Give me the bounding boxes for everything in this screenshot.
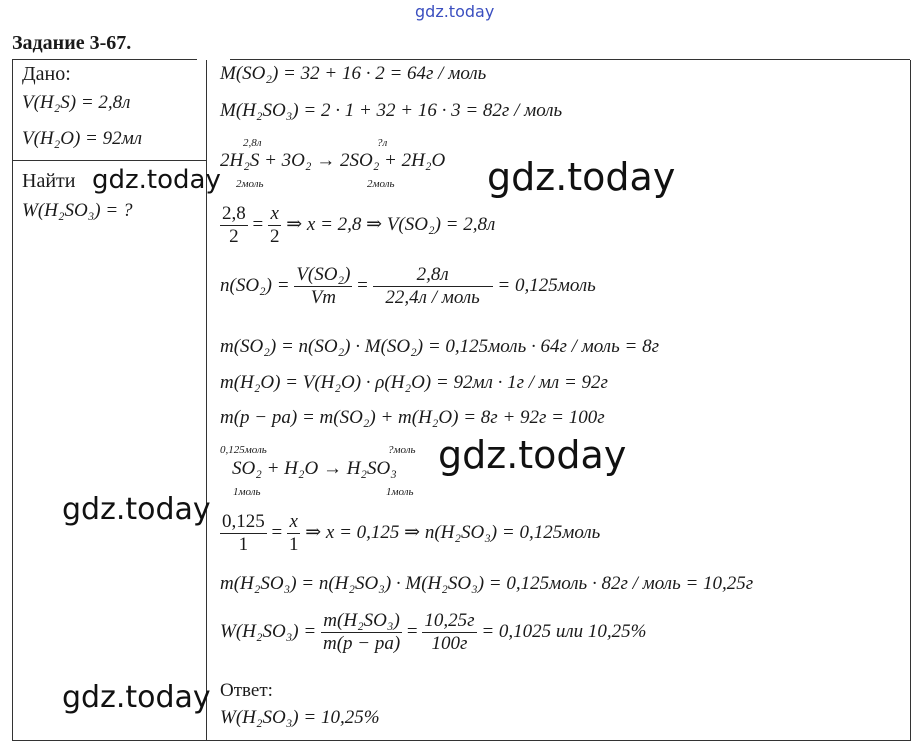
p1-rest: ⇒ x = 2,8 ⇒ V(SO₂) = 2,8л [286,213,496,235]
column-divider [206,60,207,740]
w-den1: m(p − pa) [322,633,401,654]
n-num2: 2,8л [373,264,493,287]
mass-solution: m(p − pa) = m(SO₂) + m(H₂O) = 8г + 92г = 100г [220,407,605,428]
find-line-1: W(H₂SO₃) = ? [22,200,133,221]
reaction1-below-right: 2моль [367,178,395,190]
reaction-2: SO₂ + H₂O → H₂SO₃ [232,458,397,479]
p1-den2: 2 [269,226,280,247]
given-find-divider [12,160,207,161]
p1-den1: 2 [229,226,239,247]
reaction2-above-left: 0,125моль [220,444,267,456]
p1-num1: 2,8 [222,203,246,224]
reaction-1: 2H₂S + 3O₂ → 2SO₂ + 2H₂O [220,150,446,171]
answer-label: Ответ: [220,680,273,701]
watermark-left-1: gdz.today [62,492,211,527]
w-num1: m(H₂SO₃) [321,610,402,633]
watermark-mid-2: gdz.today [438,433,627,477]
answer-value: W(H₂SO₃) = 10,25% [220,707,380,728]
mass-fraction: W(H₂SO₃) = $\frac{\text{m(H₂SO₃)}}{m(p - pa)}$ = $\frac{10,25г}{100г}$ = 0,1025 или 10,25% [220,610,647,654]
w-rest: = 0,1025 или 10,25% [481,620,647,642]
w-left: W(H₂SO₃) = [220,620,317,642]
reaction2-above-right: ?моль [388,444,416,456]
p2-den1: 1 [238,534,249,555]
molar-mass-h2so3: M(H₂SO₃) = 2 · 1 + 32 + 16 · 3 = 82г / моль [220,100,563,121]
reaction1-above-right: ?л [377,137,388,149]
molar-mass-so2: M(SO₂) = 32 + 16 · 2 = 64г / моль [220,63,487,84]
n-num1: V(SO₂) [296,264,351,285]
n-rest: = 0,125моль [497,274,596,296]
reaction1-above-left: 2,8л [243,137,262,149]
proportion-2: $\frac{0,125}{1}$ = $\frac{x}{1}$ ⇒ x = 0,125 ⇒ n(H₂SO₃) = 0,125моль [222,511,601,555]
reaction1-below-left: 2моль [236,178,264,190]
proportion-1: $\frac{2,8}{2}$ = $\frac{x}{2}$ ⇒ x = 2,8 ⇒ V(SO₂) = 2,8л [222,203,496,247]
p2-rest: ⇒ x = 0,125 ⇒ n(H₂SO₃) = 0,125моль [305,521,601,543]
n-den1: Vm [310,287,337,308]
w-num2: 10,25г [424,610,475,631]
given-label: Дано: [22,63,71,85]
mass-h2o: m(H₂O) = V(H₂O) · ρ(H₂O) = 92мл · 1г / мл = 92г [220,372,608,393]
p2-num1: 0,125 [222,511,265,532]
watermark-find: gdz.today [92,165,221,195]
watermark-top: gdz.today [415,2,495,21]
mass-h2so3: m(H₂SO₃) = n(H₂SO₃) · M(H₂SO₃) = 0,125моль · 82г / моль = 10,25г [220,573,754,594]
task-title: Задание 3-67. [12,32,132,54]
p2-num2: x [287,511,301,534]
n-den2: 22,4л / моль [385,287,480,308]
watermark-mid-1: gdz.today [487,155,676,199]
watermark-left-2: gdz.today [62,680,211,715]
w-den2: 100г [431,633,468,654]
mass-so2: m(SO₂) = n(SO₂) · M(SO₂) = 0,125моль · 64г / моль = 8г [220,336,659,357]
given-line-1: V(H₂S) = 2,8л [22,92,131,113]
reaction2-below-right: 1моль [386,486,414,498]
given-line-2: V(H₂O) = 92мл [22,128,143,149]
n-left: n(SO₂) = [220,274,290,296]
amount-so2: n(SO₂) = $\frac{\text{V(SO₂)}}{Vm}$ = $\frac{2,8л}{\text{22,4л / моль}}$ = 0,125моль [220,264,596,308]
reaction2-below-left: 1моль [233,486,261,498]
find-label: Найти [22,170,76,192]
p2-den2: 1 [288,534,299,555]
p1-num2: x [268,203,282,226]
